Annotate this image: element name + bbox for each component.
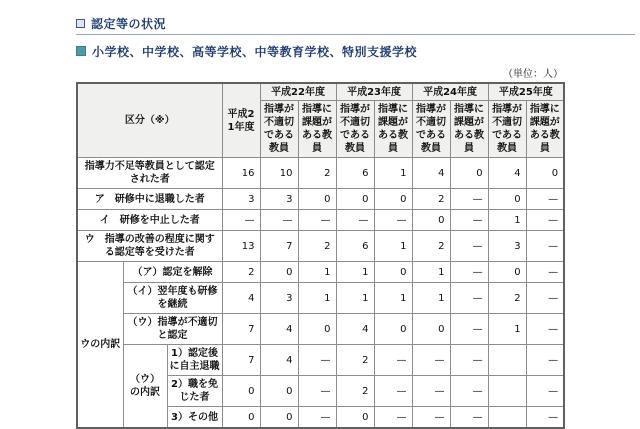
value-cell: — bbox=[412, 407, 450, 429]
value-cell: 0 bbox=[374, 189, 412, 210]
value-cell: 1 bbox=[336, 283, 374, 314]
value-cell: 0 bbox=[298, 189, 336, 210]
value-cell: 6 bbox=[336, 231, 374, 262]
value-cell: — bbox=[450, 210, 488, 231]
value-cell: 2 bbox=[222, 262, 260, 283]
value-cell: — bbox=[450, 262, 488, 283]
row-label-cell: ア 研修中に退職した者 bbox=[77, 189, 222, 210]
value-cell: 0 bbox=[526, 158, 564, 189]
value-cell: 6 bbox=[336, 158, 374, 189]
value-cell: — bbox=[526, 407, 564, 429]
value-cell: — bbox=[298, 210, 336, 231]
subsection-bullet-icon bbox=[76, 46, 86, 56]
table-row bbox=[77, 189, 564, 210]
value-cell: — bbox=[374, 210, 412, 231]
value-cell: — bbox=[450, 283, 488, 314]
value-cell: 0 bbox=[260, 407, 298, 429]
value-cell: 4 bbox=[260, 345, 298, 376]
subsection-header bbox=[76, 44, 640, 58]
group-label-cell: （ウ）の内訳 bbox=[123, 345, 167, 429]
value-cell: 7 bbox=[222, 345, 260, 376]
value-cell: 0 bbox=[450, 158, 488, 189]
row-label-cell: イ 研修を中止した者 bbox=[77, 210, 222, 231]
unit-note: （単位：人） bbox=[503, 69, 563, 80]
value-cell: — bbox=[450, 189, 488, 210]
value-cell: — bbox=[374, 345, 412, 376]
value-cell: 2 bbox=[298, 158, 336, 189]
value-cell: — bbox=[298, 376, 336, 407]
value-cell: — bbox=[526, 189, 564, 210]
table-row bbox=[77, 210, 564, 231]
value-cell: 2 bbox=[488, 283, 526, 314]
row-label-cell: （イ）翌年度も研修を継続 bbox=[123, 283, 222, 314]
value-cell: 0 bbox=[374, 262, 412, 283]
value-cell: 2 bbox=[336, 345, 374, 376]
value-cell: 0 bbox=[222, 407, 260, 429]
subheader-issues: 指導に課題がある教員 bbox=[374, 101, 412, 158]
value-cell: — bbox=[450, 345, 488, 376]
subheader-issues: 指導に課題がある教員 bbox=[526, 101, 564, 158]
status-table bbox=[76, 82, 565, 429]
value-cell: — bbox=[222, 210, 260, 231]
table-row bbox=[77, 283, 564, 314]
value-cell: 4 bbox=[260, 314, 298, 345]
value-cell: — bbox=[526, 376, 564, 407]
value-cell bbox=[488, 407, 526, 429]
subheader-inappropriate: 指導が不適切である教員 bbox=[336, 101, 374, 158]
value-cell: 2 bbox=[412, 231, 450, 262]
value-cell: 1 bbox=[488, 314, 526, 345]
value-cell: — bbox=[260, 210, 298, 231]
value-cell: — bbox=[450, 376, 488, 407]
value-cell: 4 bbox=[412, 158, 450, 189]
value-cell: 1 bbox=[412, 262, 450, 283]
value-cell: 0 bbox=[488, 189, 526, 210]
row-label-cell: ウ 指導の改善の程度に関する認定等を受けた者 bbox=[77, 231, 222, 262]
value-cell: — bbox=[374, 407, 412, 429]
table-row bbox=[77, 314, 564, 345]
value-cell: — bbox=[526, 345, 564, 376]
subheader-inappropriate: 指導が不適切である教員 bbox=[260, 101, 298, 158]
value-cell: 0 bbox=[374, 314, 412, 345]
row-label-cell: 3）その他 bbox=[167, 407, 222, 429]
year-header-h21: 平成21年度 bbox=[222, 83, 260, 158]
value-cell: 3 bbox=[260, 283, 298, 314]
value-cell: 2 bbox=[412, 189, 450, 210]
value-cell: — bbox=[298, 407, 336, 429]
value-cell: 0 bbox=[412, 314, 450, 345]
year-header: 平成22年度 bbox=[260, 83, 336, 101]
row-label-cell: （ア）認定を解除 bbox=[123, 262, 222, 283]
value-cell: — bbox=[412, 345, 450, 376]
value-cell: — bbox=[450, 314, 488, 345]
value-cell: 1 bbox=[374, 283, 412, 314]
row-label-cell: 1）認定後に自主退職 bbox=[167, 345, 222, 376]
row-label-cell: 2）職を免じた者 bbox=[167, 376, 222, 407]
value-cell: — bbox=[526, 314, 564, 345]
value-cell: — bbox=[526, 283, 564, 314]
corner-header: 区分（※） bbox=[77, 83, 222, 158]
value-cell: 2 bbox=[336, 376, 374, 407]
value-cell bbox=[488, 376, 526, 407]
subheader-issues: 指導に課題がある教員 bbox=[450, 101, 488, 158]
value-cell: 4 bbox=[222, 283, 260, 314]
value-cell: — bbox=[412, 376, 450, 407]
section-divider bbox=[76, 34, 635, 35]
value-cell: 4 bbox=[488, 158, 526, 189]
value-cell: 1 bbox=[336, 262, 374, 283]
year-header: 平成24年度 bbox=[412, 83, 488, 101]
value-cell: 0 bbox=[260, 376, 298, 407]
value-cell: — bbox=[450, 407, 488, 429]
table-row bbox=[77, 262, 564, 283]
subheader-inappropriate: 指導が不適切である教員 bbox=[412, 101, 450, 158]
value-cell: 1 bbox=[488, 210, 526, 231]
value-cell: — bbox=[336, 210, 374, 231]
value-cell: 16 bbox=[222, 158, 260, 189]
table-row bbox=[77, 158, 564, 189]
section-title: 認定等の状況 bbox=[91, 16, 167, 31]
row-label-cell: 指導力不足等教員として認定された者 bbox=[77, 158, 222, 189]
subsection-title: 小学校、中学校、高等学校、中等教育学校、特別支援学校 bbox=[92, 44, 418, 59]
table-row bbox=[77, 231, 564, 262]
group-label-cell: ウの内訳 bbox=[77, 262, 123, 429]
value-cell: — bbox=[298, 345, 336, 376]
value-cell: 7 bbox=[260, 231, 298, 262]
value-cell: 1 bbox=[298, 262, 336, 283]
section-bullet-icon bbox=[76, 19, 85, 28]
value-cell: 1 bbox=[298, 283, 336, 314]
value-cell: 10 bbox=[260, 158, 298, 189]
value-cell: 0 bbox=[260, 262, 298, 283]
value-cell: 0 bbox=[336, 189, 374, 210]
value-cell: 3 bbox=[222, 189, 260, 210]
value-cell: 3 bbox=[260, 189, 298, 210]
value-cell: 0 bbox=[336, 407, 374, 429]
value-cell: 3 bbox=[488, 231, 526, 262]
value-cell: 13 bbox=[222, 231, 260, 262]
value-cell: — bbox=[526, 262, 564, 283]
row-label-cell: （ウ）指導が不適切と認定 bbox=[123, 314, 222, 345]
value-cell bbox=[488, 345, 526, 376]
year-header: 平成23年度 bbox=[336, 83, 412, 101]
subheader-issues: 指導に課題がある教員 bbox=[298, 101, 336, 158]
year-header: 平成25年度 bbox=[488, 83, 564, 101]
value-cell: — bbox=[450, 231, 488, 262]
subheader-inappropriate: 指導が不適切である教員 bbox=[488, 101, 526, 158]
value-cell: 0 bbox=[222, 376, 260, 407]
value-cell: — bbox=[526, 210, 564, 231]
value-cell: 4 bbox=[336, 314, 374, 345]
value-cell: 1 bbox=[412, 283, 450, 314]
value-cell: 2 bbox=[298, 231, 336, 262]
table-row bbox=[77, 345, 564, 376]
value-cell: 0 bbox=[412, 210, 450, 231]
value-cell: — bbox=[374, 376, 412, 407]
value-cell: 1 bbox=[374, 231, 412, 262]
value-cell: — bbox=[526, 231, 564, 262]
value-cell: 7 bbox=[222, 314, 260, 345]
section-header bbox=[76, 16, 640, 30]
value-cell: 1 bbox=[374, 158, 412, 189]
value-cell: 0 bbox=[298, 314, 336, 345]
value-cell: 0 bbox=[488, 262, 526, 283]
